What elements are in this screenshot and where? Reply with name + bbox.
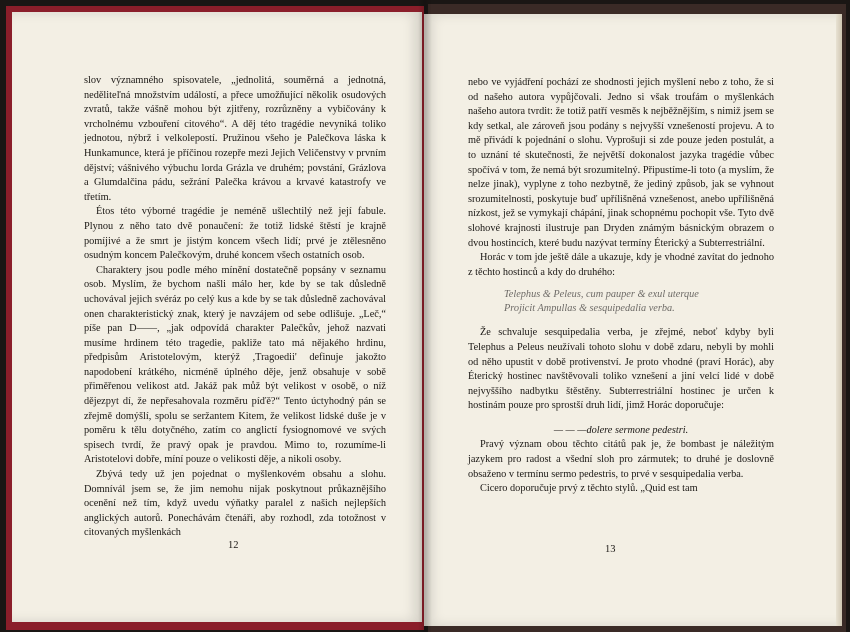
latin-quote-line-1: Telephus & Peleus, cum pauper & exul uterque [504,289,699,301]
left-page-number: 12 [228,540,239,551]
latin-quote-line-2: Projicit Ampullas & sesquipedalia verba. [504,303,675,315]
centered-quote [468,424,774,439]
page-edge [836,14,842,626]
right-page [424,14,842,626]
book-spine-shadow [418,0,432,632]
right-paragraph-3: Že schvaluje sesquipedalia verba, je zřejmé, neboť kdyby byli Telephus a Peleus neužívali tohoto slohu v době zdaru, nebyli by mohli od něho upustit v době protivenství. Je proto vhodné (praví Horác), aby Éterický hostinec navštěvovali toliko vznešení a jiní velcí lidé v době nejvyššího nadbytku štěstěny. Subterrestriální hostinec je určen k hostinám pouze pro sprostší druh lidí, jimž Horác doporučuje: [468,327,774,412]
left-paragraph-2: Étos této výborné tragédie je neméně ušlechtilý než její fabule. Plynou z něho tato dvě ponaučení: že totiž lidské štěstí je krajně pomíjivé a že smrt je jistým koncem všech lidí; prvé je ztělesněno osudným koncem Palečkovým, druhé koncem všech ostatních osob. [84,206,386,262]
right-page-number: 13 [605,544,616,555]
right-paragraph-5: Cicero doporučuje prvý z těchto stylů. „Quid est tam [480,483,698,495]
left-paragraph-4: Zbývá tedy už jen pojednat o myšlenkovém obsahu a slohu. Domnívál jsem se, že jim nemohu nijak poskytnout průkaznějšího ocenění než tím, když uvedu výňatky paralel z našich nejlepších anglických autorů. Ponechávám čtenáři, aby rozhodl, zda totožnost v citovaných myšlenkách [84,469,386,539]
right-paragraph-2: Horác v tom jde ještě dále a ukazuje, kdy je vhodné zavítat do jednoho z těchto hostinců a kdy do druhého: [468,252,774,278]
left-paragraph-3: Charaktery jsou podle mého mínění dostatečně popsány v seznamu osob. Myslím, že bychom našli málo her, kde by se tak důsledně uchovával jejich svéráz po celý kus a kde by se tak důsledně zachovával onen charakteristický znak, který je navzájem od sebe odlišuje. „Leč,“ píše pan D——, „jak odpovídá charakter Palečkův, jehož nazvati musíme hrdinem této tragedie, pakliže tato má nějakého hrdinu, předpisům Aristotelovým, kterýž ,Tragoedii' definuje jakožto napodobení krátkého, nicméně úplného děje, jenž obsahuje v sobě přiměřenou velikost atd. Jakáž pak můž být velikost v osobě, o níž dějezpyt dí, že nepřesahovala rozměru píďě?“ Tento úctyhodný pán se zřejmě domýšlí, spolu se seržantem Kitem, že velikost lidské duše je v poměru k tělu dotyčného, zatím co anglictí fysiognomové ve svých spisech tvrdí, že pravý opak je pravdou. Mimo to, rozumíme-li Aristotelovi dobře, míní pouze o velikosti děje, a nikoli osoby. [84,264,386,466]
left-page-text [84,74,386,541]
latin-quote-block [504,288,774,316]
left-page [12,12,422,622]
right-paragraph-4: Pravý význam obou těchto citátů pak je, že bombast je náležitým jazykem pro radost a všední sloh pro zármutek; to druhé je doslovně obsaženo v termínu sermo pedestris, to prvé v sesquipedalia verba. [468,439,774,480]
centered-quote-text: — — —dolere sermone pedestri. [553,424,689,436]
right-page-text [468,76,774,497]
left-paragraph-1: slov významného spisovatele, „jednolitá, souměrná a jednotná, neděliteľná množstvím událostí, a přece umožňující několik osudových zvratů, takže vášně mohou být zjitřeny, rozrůzněny a vybičovány k vrcholnému vzbouření citového“. A děj této tragédie nevyniká toliko jednotou, nýbrž i velkolepostí. Pružinou všeho je Palečkova láska k Hunkamunce, která je příčinou rozepře mezi Jejich Veličenstvy v prvním dějství; vášnivého výbuchu lorda Grázla ve druhém; povstání, Grázlova a Glumdalčina pádu, sežrání Palečka krávou a krvavé katastrofy ve třetím. [84,75,386,203]
right-paragraph-1: nebo ve vyjádření pochází ze shodnosti jejich myšlení nebo z toho, že si od našeho autora vypůjčovali. Jedno si však troufám o myšlenkách našeho autora tvrdit: že totiž patří vesměs k nejběžnějším, s nimiž jsem se kdy setkal, ale zároveň jsou podány s nejvyšší vznešeností projevu. A to mě přivádí k pojednání o slohu. Vyprošuji si zde pouze jeden postulát, a to uznání té skutečnosti, že největší dokonalost jazyka tragédie vůbec spočívá v tom, že nemá být srozumitelný. Připustíme-li toto (a myslím, že nelze jinak), vyplyne z toho nezbytně, že jediný způsob, jak se vyhnout srozumitelnosti, poskytuje buď upřílišněná vznešenost, anebo upřílišněná nízkost, jež se vymykají chápání, jinak schopnému pochopit vše. Tyto dvě slohové krajnosti ilustruje pan Dryden známým básnickým obrazem o dvou hostincích, které budu nazývat termíny Éterický a Subterrestriální. [468,77,774,249]
